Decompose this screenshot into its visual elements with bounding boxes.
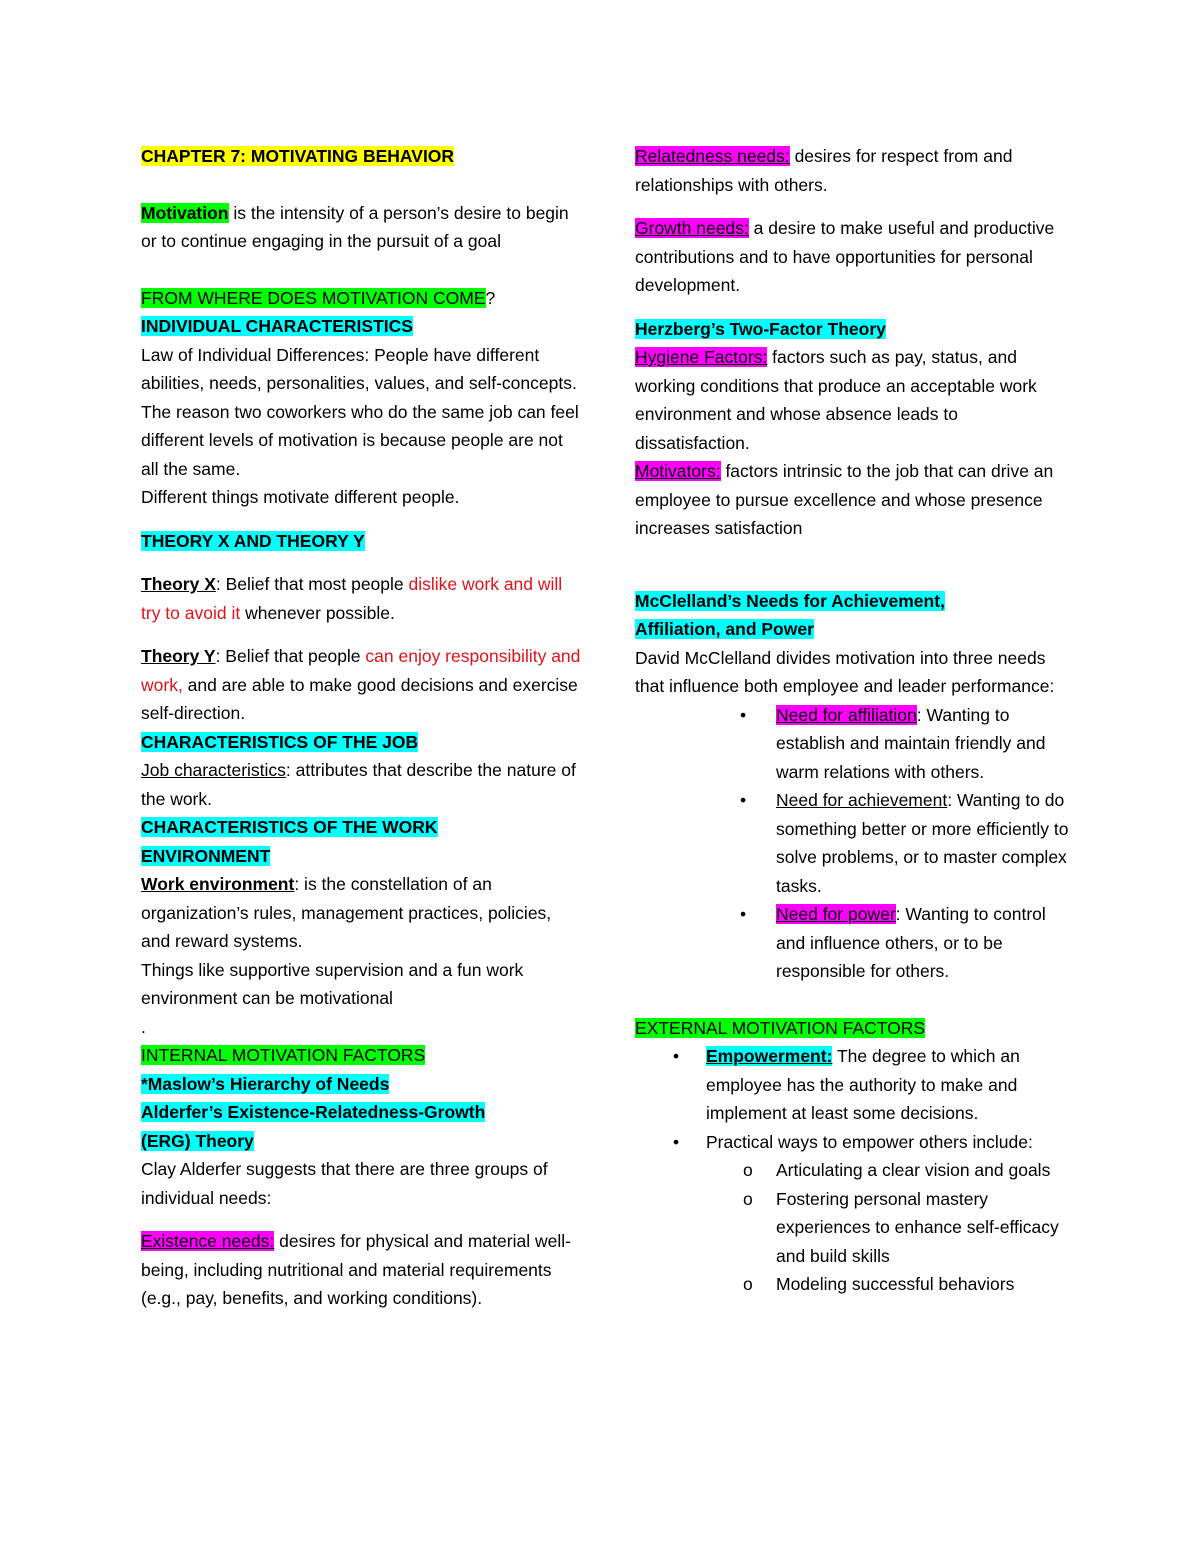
external-heading <box>635 1014 1075 1043</box>
motivators-term: Motivators: <box>635 461 721 481</box>
list-item <box>635 786 1075 900</box>
motivation-definition <box>141 199 581 256</box>
growth-def: a desire to make useful and productive contributions and to have opportunities for personal development. <box>635 218 1055 295</box>
job-term: Job characteristics <box>141 760 286 780</box>
practical-text: Practical ways to empower others include: <box>706 1131 1033 1152</box>
herzberg-heading <box>635 315 1075 344</box>
theory-y-b: and are able to make good decisions and exercise self-direction. <box>141 674 578 723</box>
herzberg-heading-text: Herzberg’s Two-Factor Theory <box>635 318 886 339</box>
theory-x-red: dislike work and will try to avoid it <box>141 574 563 623</box>
theory-y <box>141 642 581 728</box>
left-column <box>141 142 581 1313</box>
motivation-term: Motivation <box>141 202 229 223</box>
list-item: o Fostering personal mastery experiences to enhance self-efficacy and build skills <box>635 1185 1075 1271</box>
growth-needs <box>635 214 1075 300</box>
external-heading-text: EXTERNAL MOTIVATION FACTORS <box>635 1017 926 1038</box>
law-text: Law of Individual Differences: People have different abilities, needs, personalities, values, and self-concepts. <box>141 344 577 393</box>
job-def: : attributes that describe the nature of the work. <box>141 760 576 809</box>
motivators <box>635 457 1075 543</box>
growth-term: Growth needs: <box>635 218 749 238</box>
from-where-text: FROM WHERE DOES MOTIVATION COME <box>141 287 486 308</box>
erg-heading <box>141 1098 581 1155</box>
list-item <box>635 1042 1075 1128</box>
different-text: Different things motivate different people. <box>141 487 460 507</box>
env-heading-line-1: CHARACTERISTICS OF THE WORK <box>141 817 438 837</box>
theory-y-term: Theory Y <box>141 646 216 666</box>
env-term: Work environment <box>141 874 295 894</box>
internal-heading-text: INTERNAL MOTIVATION FACTORS <box>141 1045 426 1065</box>
relatedness-needs <box>635 142 1075 199</box>
hygiene-def: factors such as pay, status, and working conditions that produce an acceptable work environment and whose absence leads to dissatisfaction. <box>635 347 1037 453</box>
env-text: Things like supportive supervision and a fun work environment can be motivational <box>141 959 524 1008</box>
theory-xy-heading-text: THEORY X AND THEORY Y <box>141 530 365 551</box>
job-heading <box>141 728 581 757</box>
need-affiliation-term: Need for affiliation <box>776 704 917 725</box>
theory-x-term: Theory X <box>141 574 216 594</box>
empowerment-def: The degree to which an employee has the authority to make and implement at least some decisions. <box>706 1046 1020 1123</box>
need-affiliation-def: : Wanting to establish and maintain friendly and warm relations with others. <box>776 704 1046 782</box>
list-item: o Articulating a clear vision and goals <box>635 1156 1075 1185</box>
mcclelland-text: David McClelland divides motivation into three needs that influence both employee and leader performance: <box>635 647 1055 696</box>
relatedness-def: desires for respect from and relationships with others. <box>635 146 1013 195</box>
need-power-term: Need for power <box>776 904 896 924</box>
individual-heading-text: INDIVIDUAL CHARACTERISTICS <box>141 316 413 336</box>
right-column <box>635 142 1075 1299</box>
mcclelland-heading-line-1: McClelland’s Needs for Achievement, <box>635 590 945 611</box>
reason-text: The reason two coworkers who do the same job can feel different levels of motivation is because people are not all the same. <box>141 401 579 479</box>
list-item <box>635 1128 1075 1157</box>
env-heading <box>141 813 581 870</box>
theory-x-b: whenever possible. <box>240 602 395 623</box>
chapter-title-text: CHAPTER 7: MOTIVATING BEHAVIOR <box>141 146 455 166</box>
job-heading-text: CHARACTERISTICS OF THE JOB <box>141 731 419 752</box>
work-environment <box>141 870 581 956</box>
need-achievement-term: Need for achievement <box>776 790 948 810</box>
list-item: o Modeling successful behaviors <box>635 1270 1075 1299</box>
existence-term: Existence needs: <box>141 1231 275 1251</box>
erg-heading-line-2: (ERG) Theory <box>141 1130 254 1151</box>
list-item <box>635 701 1075 787</box>
theory-y-a: : Belief that people <box>215 646 366 666</box>
maslow-heading-text: *Maslow’s Hierarchy of Needs <box>141 1073 390 1094</box>
needs-list <box>635 701 1075 986</box>
mcclelland-heading-line-2: Affiliation, and Power <box>635 619 814 639</box>
theory-x <box>141 570 581 627</box>
need-power-def: : Wanting to control and influence others, or to be responsible for others. <box>776 904 1046 981</box>
env-dot: . <box>141 1016 146 1037</box>
motivation-def: is the intensity of a person’s desire to begin or to continue engaging in the pursuit of a goal <box>141 202 569 251</box>
relatedness-term: Relatedness needs: <box>635 146 790 166</box>
external-list <box>635 1042 1075 1156</box>
motivators-def: factors intrinsic to the job that can drive an employee to pursue excellence and whose presence increases satisfaction <box>635 461 1054 538</box>
theory-x-a: : Belief that most people <box>215 574 409 594</box>
need-achievement-def: : Wanting to do something better or more efficiently to solve problems, or to master complex tasks. <box>776 790 1069 896</box>
existence-needs <box>141 1227 581 1313</box>
env-def: : is the constellation of an organization’s rules, management practices, policies, and reward systems. <box>141 874 552 951</box>
individual-heading <box>141 312 581 341</box>
ways-list <box>635 1156 1075 1299</box>
mcclelland-heading <box>635 587 1075 644</box>
empowerment-term: Empowerment: <box>706 1046 833 1066</box>
erg-heading-line-1: Alderfer’s Existence-Relatedness-Growth <box>141 1102 486 1122</box>
hygiene-factors <box>635 343 1075 457</box>
internal-heading <box>141 1041 581 1070</box>
from-where-heading <box>141 284 581 313</box>
clay-text: Clay Alderfer suggests that there are three groups of individual needs: <box>141 1159 548 1208</box>
chapter-title <box>141 142 581 171</box>
theory-y-red: can enjoy responsibility and work, <box>141 646 581 695</box>
hygiene-term: Hygiene Factors: <box>635 347 768 367</box>
from-where-qmark: ? <box>485 287 496 308</box>
job-characteristics <box>141 756 581 813</box>
theory-xy-heading <box>141 527 581 556</box>
env-heading-line-2: ENVIRONMENT <box>141 845 271 866</box>
existence-def: desires for physical and material well-being, including nutritional and material requirements (e.g., pay, benefits, and working conditions). <box>141 1231 571 1308</box>
list-item <box>635 900 1075 986</box>
maslow-heading <box>141 1070 581 1099</box>
